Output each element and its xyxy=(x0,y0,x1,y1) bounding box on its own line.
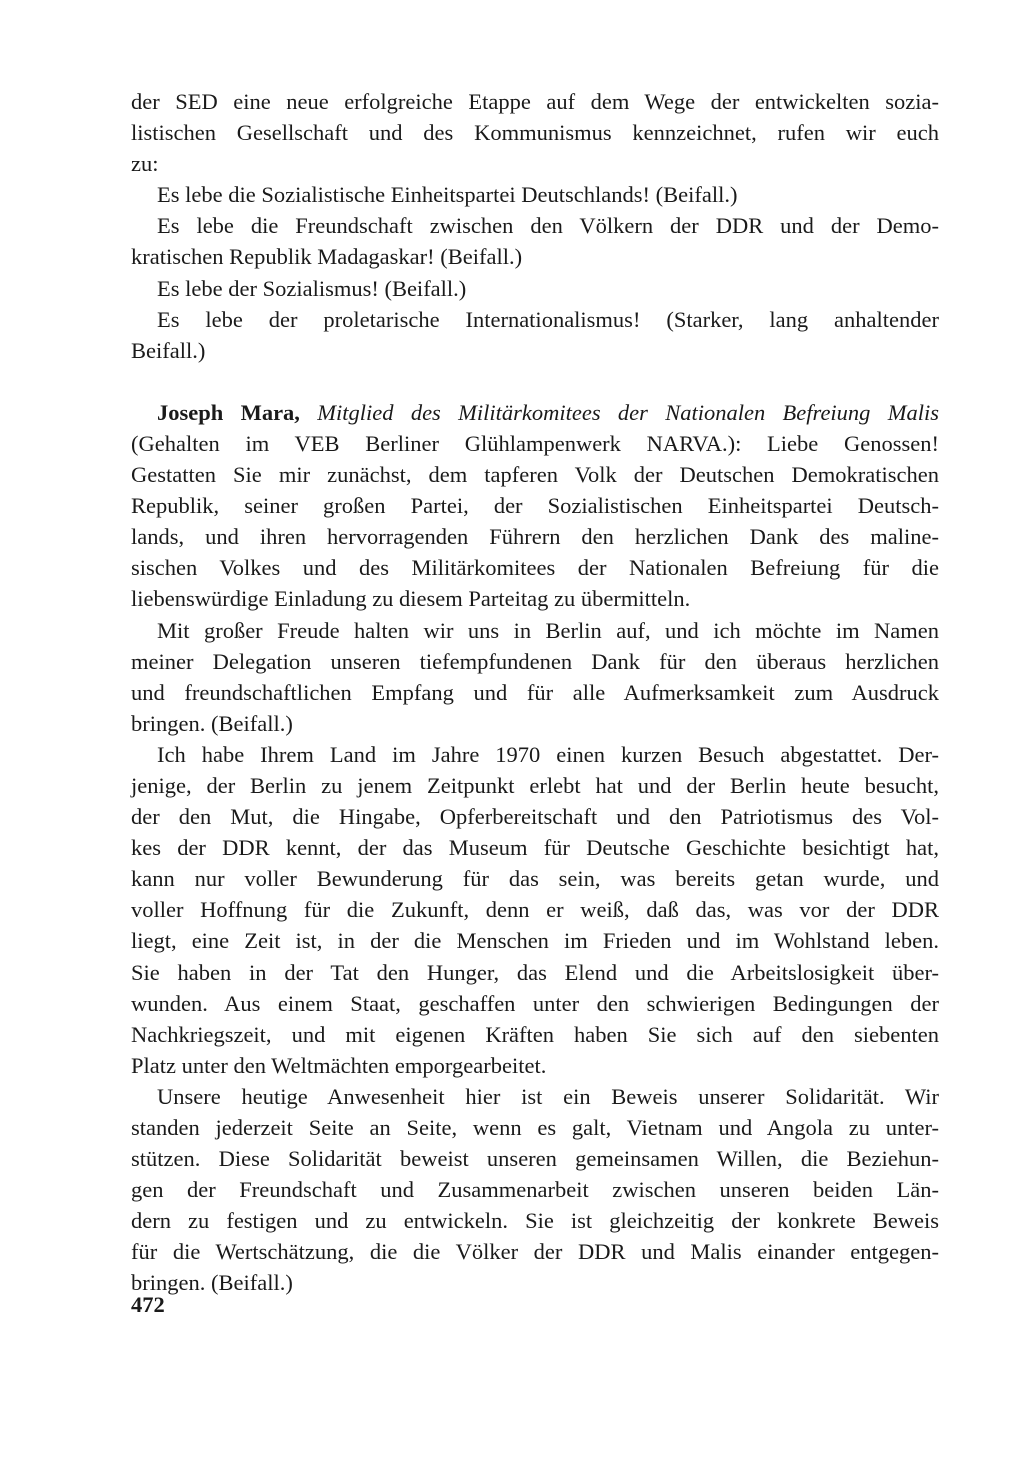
text-line: Sie haben in der Tat den Hunger, das Elend und die Arbeitslosigkeit über- xyxy=(131,959,939,985)
text-line: jenige, der Berlin zu jenem Zeitpunkt erlebt hat und der Berlin heute besucht, xyxy=(131,772,939,798)
text-line: der den Mut, die Hingabe, Opferbereitschaft und den Patriotismus des Vol- xyxy=(131,804,939,830)
text-line: bringen. (Beifall.) xyxy=(131,1270,293,1296)
text-line: Es lebe die Freundschaft zwischen den Völkern der DDR und der Demo- xyxy=(157,213,939,239)
text-line: Republik, seiner großen Partei, der Sozialistischen Einheitspartei Deutsch- xyxy=(131,493,939,519)
text-line: Mit großer Freude halten wir uns in Berlin auf, und ich möchte im Namen xyxy=(157,617,939,643)
text-line: Gestatten Sie mir zunächst, dem tapferen Volk der Deutschen Demokratischen xyxy=(131,462,939,488)
text-line: liebenswürdige Einladung zu diesem Parteitag zu übermitteln. xyxy=(131,586,691,612)
page-body xyxy=(131,86,939,1299)
text-line: stützen. Diese Solidarität beweist unseren gemeinsamen Willen, die Beziehun- xyxy=(131,1146,939,1172)
text-line: bringen. (Beifall.) xyxy=(131,710,293,736)
text-line: kes der DDR kennt, der das Museum für Deutsche Geschichte besichtigt hat, xyxy=(131,835,939,861)
text-line: Es lebe der proletarische Internationalismus! (Starker, lang anhaltender xyxy=(157,306,939,332)
text-line: wunden. Aus einem Staat, geschaffen unter den schwierigen Bedingungen der xyxy=(131,990,939,1016)
paragraph-gap xyxy=(131,366,939,397)
speaker-name: Joseph Mara, xyxy=(157,399,300,425)
text-line: listischen Gesellschaft und des Kommunismus kennzeichnet, rufen wir euch xyxy=(131,120,939,146)
text-line: lands, und ihren hervorragenden Führern den herzlichen Dank des maline- xyxy=(131,524,939,550)
text-line: Beifall.) xyxy=(131,337,206,363)
text-line: standen jederzeit Seite an Seite, wenn es galt, Vietnam und Angola zu unter- xyxy=(131,1115,939,1140)
text-line: zu: xyxy=(131,151,159,177)
text-line: voller Hoffnung für die Zukunft, denn er weiß, daß das, was vor der DDR xyxy=(131,897,939,923)
text-line: Unsere heutige Anwesenheit hier ist ein Beweis unserer Solidarität. Wir xyxy=(157,1083,939,1109)
text-line: Ich habe Ihrem Land im Jahre 1970 einen kurzen Besuch abgestattet. Der- xyxy=(157,741,939,767)
text-line: Es lebe der Sozialismus! (Beifall.) xyxy=(157,275,467,301)
text-line: und freundschaftlichen Empfang und für alle Aufmerksamkeit zum Ausdruck xyxy=(131,679,939,705)
text-line: der SED eine neue erfolgreiche Etappe auf dem Wege der entwickelten sozia- xyxy=(131,89,939,114)
text-line: gen der Freundschaft und Zusammenarbeit zwischen unseren beiden Län- xyxy=(131,1177,939,1203)
page-number: 472 xyxy=(131,1292,165,1317)
speaker-line xyxy=(131,397,939,428)
text-line: liegt, eine Zeit ist, in der die Menschen im Frieden und im Wohlstand leben. xyxy=(131,928,939,954)
text-line: meiner Delegation unseren tiefempfundenen Dank für den überaus herzlichen xyxy=(131,648,939,674)
text-line: sischen Volkes und des Militärkomitees der Nationalen Befreiung für die xyxy=(131,555,939,581)
text-line: Platz unter den Weltmächten emporgearbeitet. xyxy=(131,1052,547,1078)
text-line: (Gehalten im VEB Berliner Glühlampenwerk NARVA.): Liebe Genossen! xyxy=(131,430,939,456)
text-line: für die Wertschätzung, die die Völker der DDR und Malis einander entgegen- xyxy=(131,1239,939,1265)
text-line: kratischen Republik Madagaskar! (Beifall.) xyxy=(131,244,523,270)
text-line: Nachkriegszeit, und mit eigenen Kräften haben Sie sich auf den siebenten xyxy=(131,1021,939,1047)
text-line: kann nur voller Bewunderung für das sein, was bereits getan wurde, und xyxy=(131,866,939,892)
text-line: dern zu festigen und zu entwickeln. Sie ist gleichzeitig der konkrete Beweis xyxy=(131,1208,939,1234)
speaker-role: Mitglied des Militärkomitees der Nationalen Befreiung Malis xyxy=(317,399,939,425)
text-line: Es lebe die Sozialistische Einheitspartei Deutschlands! (Beifall.) xyxy=(157,182,738,208)
